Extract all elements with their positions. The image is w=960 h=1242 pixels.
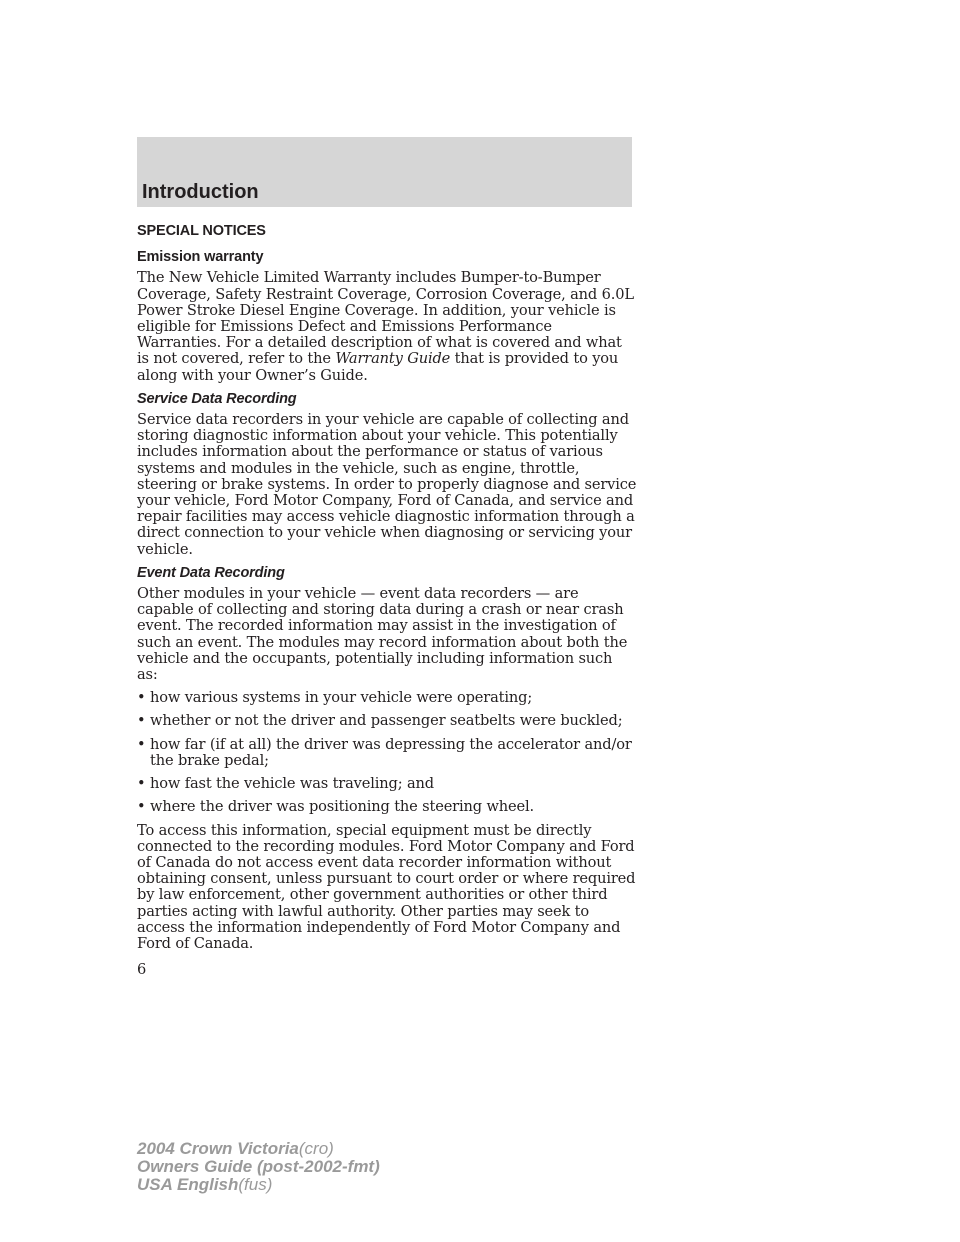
page-number: 6 [137,961,147,979]
footer-language-code: (fus) [238,1175,273,1194]
list-item [137,776,637,792]
footer-language: USA English [137,1175,239,1194]
section-header-title: Introduction [142,181,259,203]
emission-text-after: that is provided to you along with your Owner’s Guide. [137,350,619,384]
event-data-recording-closing: To access this information, special equipment must be directly connected to the recording modules. Ford Motor Company and Ford of Canada do not access event data recorder information without obtaining consent, unless pursuant to court order or where required by law enforcement, other government authorities or other third parties acting with lawful authority. Other parties may seek to access the information independently of Ford Motor Company and Ford of Canada. [137,821,636,952]
list-item [137,799,637,815]
list-item-text: how various systems in your vehicle were operating; [150,689,533,707]
bullet-icon: • [137,712,146,730]
footer-line-2: Owners Guide (post-2002-fmt) [137,1157,380,1176]
list-item-text: where the driver was positioning the steering wheel. [150,798,535,816]
list-item-text: how far (if at all) the driver was depressing the accelerator and/or the brake pedal; [150,735,632,769]
list-item-text: whether or not the driver and passenger seatbelts were buckled; [150,712,623,730]
emission-text-before: The New Vehicle Limited Warranty includes Bumper-to-Bumper Coverage, Safety Restraint Coverage, Corrosion Coverage, and 6.0L Power Stroke Diesel Engine Coverage. In addition, your vehicle is eligible for Emissions Defect and Emissions Performance Warranties. For a detailed description of what is covered and what is not covered, refer to the [137,269,634,368]
list-item [137,737,637,769]
list-item [137,690,637,706]
bullet-icon: • [137,689,146,707]
list-item-text: how fast the vehicle was traveling; and [150,775,434,793]
warranty-guide-title: Warranty Guide [335,350,451,368]
service-data-recording-paragraph: Service data recorders in your vehicle are capable of collecting and storing diagnostic information about your vehicle. This potentially includes information about the performance or status of various systems and modules in the vehicle, such as engine, throttle, steering or brake systems. In order to properly diagnose and service your vehicle, Ford Motor Company, Ford of Canada, and service and repair facilities may access vehicle diagnostic information through a direct connection to your vehicle when diagnosing or servicing your vehicle. [137,411,637,558]
header-band [137,137,632,207]
bullet-icon: • [137,735,146,753]
event-data-recording-intro: Other modules in your vehicle — event data recorders — are capable of collecting and storing data during a crash or near crash event. The recorded information may assist in the investigation of such an event. The modules may record information about both the vehicle and the occupants, potentially including information such as: [137,585,628,684]
emission-warranty-paragraph [137,270,637,383]
special-notices-heading: SPECIAL NOTICES [137,223,266,239]
list-item [137,713,637,729]
document-footer [137,1140,380,1194]
bullet-icon: • [137,775,146,793]
emission-warranty-heading: Emission warranty [137,249,264,266]
service-data-recording-heading: Service Data Recording [137,390,297,407]
page-content [137,220,637,978]
event-data-recording-heading: Event Data Recording [137,564,285,581]
event-data-bullet-list [137,690,637,815]
footer-vehicle-code: (cro) [298,1139,334,1158]
footer-line-1 [137,1140,380,1158]
footer-line-3 [137,1176,380,1194]
bullet-icon: • [137,798,146,816]
footer-vehicle-name: 2004 Crown Victoria [137,1139,299,1158]
